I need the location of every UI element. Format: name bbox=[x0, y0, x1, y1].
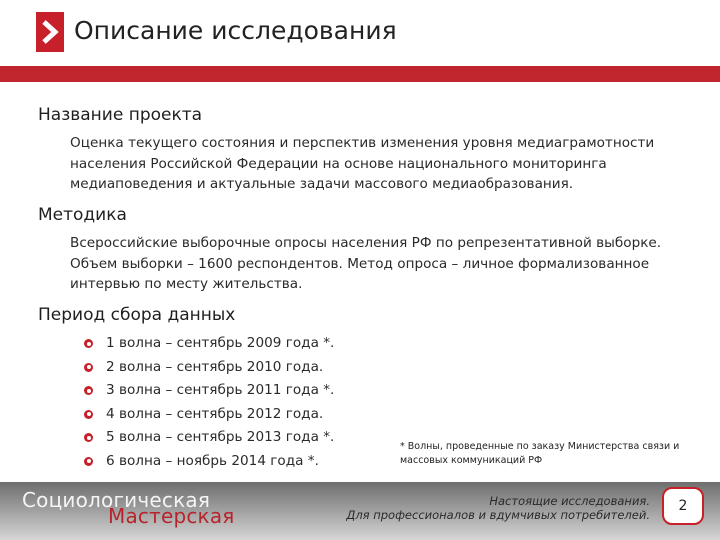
section-heading-period: Период сбора данных bbox=[38, 305, 236, 325]
section-heading-project: Название проекта bbox=[38, 105, 203, 125]
brand-name-line2: Мастерская bbox=[108, 504, 235, 528]
page-title: Описание исследования bbox=[74, 16, 397, 45]
list-item bbox=[84, 426, 334, 450]
list-item bbox=[84, 450, 334, 474]
section-text-method: Всероссийские выборочные опросы населения РФ по репрезентативной выборке. Объем выборки – 1600 респондентов. Метод опроса – личное формализованное интервью по месту жительства. bbox=[70, 235, 662, 292]
section-text-project: Оценка текущего состояния и перспектив изменения уровня медиаграмотности населения Российской Федерации на основе национального мониторинга медиаповедения и актуальные задачи массового медиаобразования. bbox=[70, 135, 655, 192]
slogan-line1: Настоящие исследования. bbox=[489, 494, 650, 508]
list-item bbox=[84, 403, 334, 427]
wave-label: 1 волна – сентябрь 2009 года *. bbox=[106, 335, 335, 351]
header-chevron-box bbox=[36, 12, 64, 52]
bullet-icon bbox=[84, 386, 93, 395]
wave-label: 4 волна – сентябрь 2012 года. bbox=[106, 405, 324, 422]
brand-name-line1: Социологическая bbox=[22, 488, 211, 512]
bullet-icon bbox=[84, 433, 93, 442]
title-divider-bar bbox=[0, 66, 720, 82]
wave-label: 6 волна – ноябрь 2014 года *. bbox=[106, 452, 319, 469]
bullet-icon bbox=[84, 363, 93, 372]
list-item bbox=[84, 356, 334, 380]
list-item bbox=[84, 379, 334, 403]
wave-label: 3 волна – сентябрь 2011 года *. bbox=[106, 382, 335, 398]
slogan-line2: Для профессионалов и вдумчивых потребителей. bbox=[346, 508, 650, 522]
wave-label: 2 волна – сентябрь 2010 года. bbox=[106, 358, 324, 375]
bullet-icon bbox=[84, 339, 93, 348]
bullet-icon bbox=[84, 457, 93, 466]
page-number-badge: 2 bbox=[662, 487, 704, 525]
list-item bbox=[84, 332, 334, 356]
bullet-icon bbox=[84, 410, 93, 419]
footnote: * Волны, проведенные по заказу Министерства связи и массовых коммуникаций РФ bbox=[400, 441, 680, 466]
section-heading-method: Методика bbox=[38, 205, 127, 225]
chevron-right-icon bbox=[40, 20, 60, 44]
wave-label: 5 волна – сентябрь 2013 года *. bbox=[106, 429, 335, 445]
waves-list bbox=[84, 332, 334, 473]
